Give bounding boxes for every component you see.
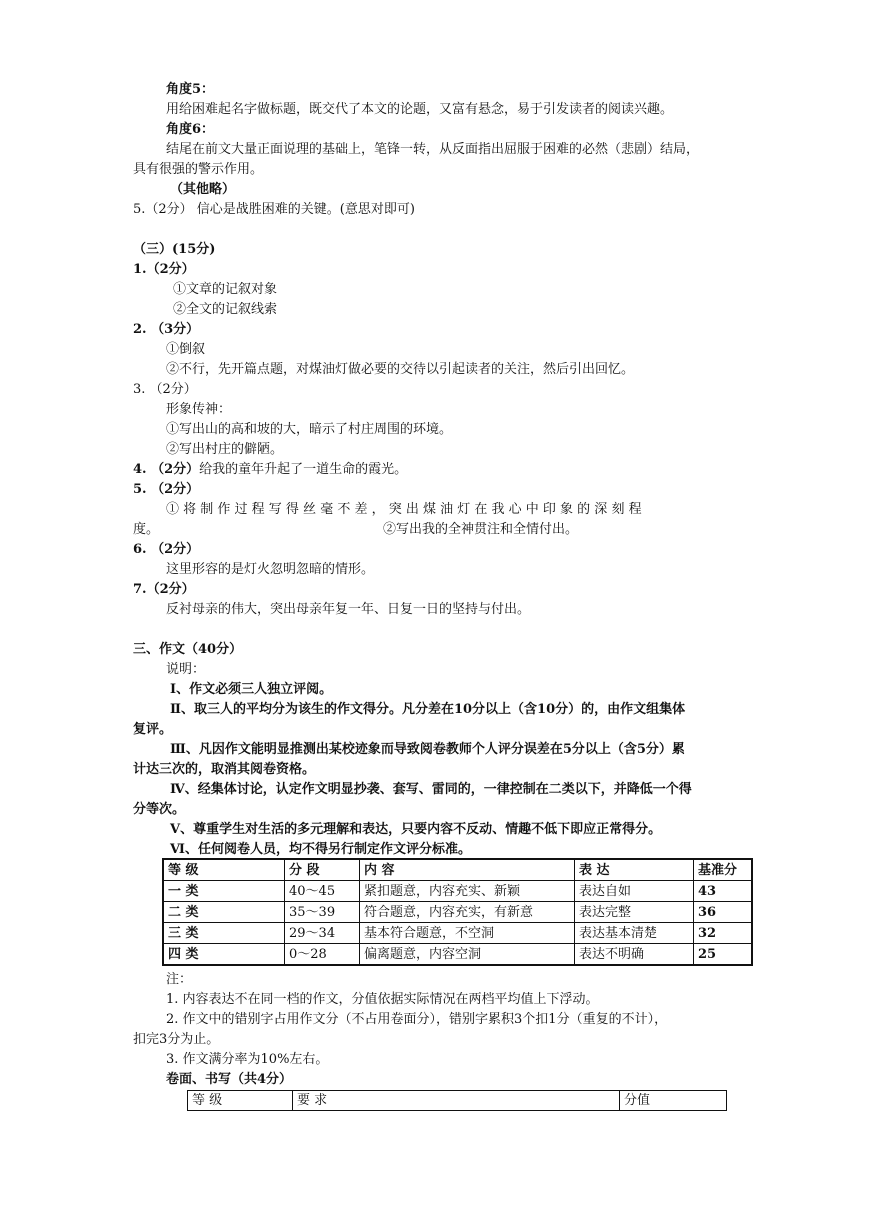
essay-rule-4a: Ⅳ、经集体讨论，认定作文明显抄袭、套写、雷同的，一律控制在二类以下，并降低一个得 [170,782,692,797]
table-cell: 一 类 [163,881,285,902]
table-cell: 二 类 [163,902,285,923]
angle6-text-2: 具有很强的警示作用。 [133,162,264,177]
header-cell: 内 容 [360,859,575,881]
s3-q3-c: ②写出村庄的僻陋。 [166,442,284,457]
header-cell: 等 级 [188,1091,293,1111]
table-cell: 43 [694,881,753,902]
s3-q5-b1: 度。 [133,522,160,537]
essay-note-label: 说明： [166,662,206,677]
table-cell: 表达自如 [575,881,694,902]
angle5-text: 用给困难起名字做标题，既交代了本文的论题，又富有悬念，易于引发读者的阅读兴趣。 [166,102,674,117]
header-cell: 基准分 [694,859,753,881]
essay-rule-5: Ⅴ、尊重学生对生活的多元理解和表达，只要内容不反动、情趣不低下即应正常得分。 [170,822,662,837]
angle5-title: 角度5： [166,82,215,97]
table-cell: 偏离题意，内容空洞 [360,944,575,966]
notes-label: 注： [166,972,193,987]
table-cell: 35～39 [285,902,360,923]
essay-rule-4b: 分等次。 [133,802,186,817]
grading-table-header [163,859,752,881]
table-cell: 四 类 [163,944,285,966]
s3-header: （三）(15分) [133,242,216,257]
s3-q7: 7.（2分） [133,582,195,597]
s3-q4-label: 4. （2分） [133,462,200,477]
note-2b: 扣完3分为止。 [133,1032,220,1047]
note-1: 1. 内容表达不在同一档的作文，分值依据实际情况在两档平均值上下浮动。 [166,992,599,1007]
essay-rule-2a: Ⅱ、取三人的平均分为该生的作文得分。凡分差在10分以上（含10分）的，由作文组集体 [170,702,686,717]
table-cell: 40～45 [285,881,360,902]
essay-rule-6: Ⅵ、任何阅卷人员，均不得另行制定作文评分标准。 [170,842,471,857]
table-cell: 紧扣题意，内容充实、新颖 [360,881,575,902]
other-omitted: （其他略） [170,182,236,197]
angle6-title: 角度6： [166,122,215,137]
table-cell: 36 [694,902,753,923]
s3-q1: 1.（2分） [133,262,195,277]
s3-q5-b2: ②写出我的全神贯注和全情付出。 [383,522,579,537]
s3-q2-b: ②不行，先开篇点题，对煤油灯做必要的交待以引起读者的关注，然后引出回忆。 [166,362,635,377]
header-cell: 等 级 [163,859,285,881]
table-cell: 25 [694,944,753,966]
s3-q4-text: 给我的童年升起了一道生命的霞光。 [199,462,408,477]
table-cell: 29～34 [285,923,360,944]
essay-rule-2b: 复评。 [133,722,173,737]
s3-q2-a: ①倒叙 [166,342,206,357]
s3-q5: 5. （2分） [133,482,200,497]
s3-q7-a: 反衬母亲的伟大，突出母亲年复一年、日复一日的坚持与付出。 [166,602,531,617]
table-row [163,944,752,966]
note-3: 3. 作文满分率为10%左右。 [166,1052,329,1067]
neatness-title: 卷面、书写（共4分） [166,1072,293,1087]
s2-q5: 5.（2分） 信心是战胜困难的关键。(意思对即可) [133,202,415,217]
essay-rule-1: Ⅰ、作文必须三人独立评阅。 [170,682,333,697]
grading-table [162,858,753,966]
s3-q1-a: ①文章的记叙对象 [173,282,278,297]
table-cell: 表达不明确 [575,944,694,966]
table-cell: 表达完整 [575,902,694,923]
s3-q6: 6. （2分） [133,542,200,557]
essay-rule-3a: Ⅲ、凡因作文能明显推测出某校迹象而导致阅卷教师个人评分误差在5分以上（含5分）累 [170,742,685,757]
table-cell: 32 [694,923,753,944]
angle6-text-1: 结尾在前文大量正面说理的基础上，笔锋一转，从反面指出屈服于困难的必然（悲剧）结局， [166,142,700,157]
s3-q3: 3. （2分） [133,382,197,397]
table-row [163,923,752,944]
essay-title: 三、作文（40分） [133,642,243,657]
header-cell: 要 求 [293,1091,620,1111]
table-cell: 符合题意，内容充实，有新意 [360,902,575,923]
s3-q3-a: 形象传神： [166,402,232,417]
table-cell: 0～28 [285,944,360,966]
neatness-table [187,1090,727,1111]
s3-q5-a: ① 将 制 作 过 程 写 得 丝 毫 不 差 ， 突 出 煤 油 灯 在 我 心 中 印 象 的 深 刻 程 [166,502,642,517]
s3-q2: 2. （3分） [133,322,200,337]
table-row [163,881,752,902]
essay-rule-3b: 计达三次的，取消其阅卷资格。 [133,762,316,777]
s3-q6-a: 这里形容的是灯火忽明忽暗的情形。 [166,562,375,577]
neatness-table-header [188,1091,727,1111]
table-row [163,902,752,923]
note-2a: 2. 作文中的错别字占用作文分（不占用卷面分），错别字累积3个扣1分（重复的不计）， [166,1012,668,1027]
header-cell: 分值 [620,1091,727,1111]
header-cell: 表 达 [575,859,694,881]
table-cell: 基本符合题意，不空洞 [360,923,575,944]
s3-q3-b: ①写出山的高和坡的大，暗示了村庄周围的环境。 [166,422,453,437]
s3-q1-b: ②全文的记叙线索 [173,302,278,317]
table-cell: 三 类 [163,923,285,944]
table-cell: 表达基本清楚 [575,923,694,944]
header-cell: 分 段 [285,859,360,881]
